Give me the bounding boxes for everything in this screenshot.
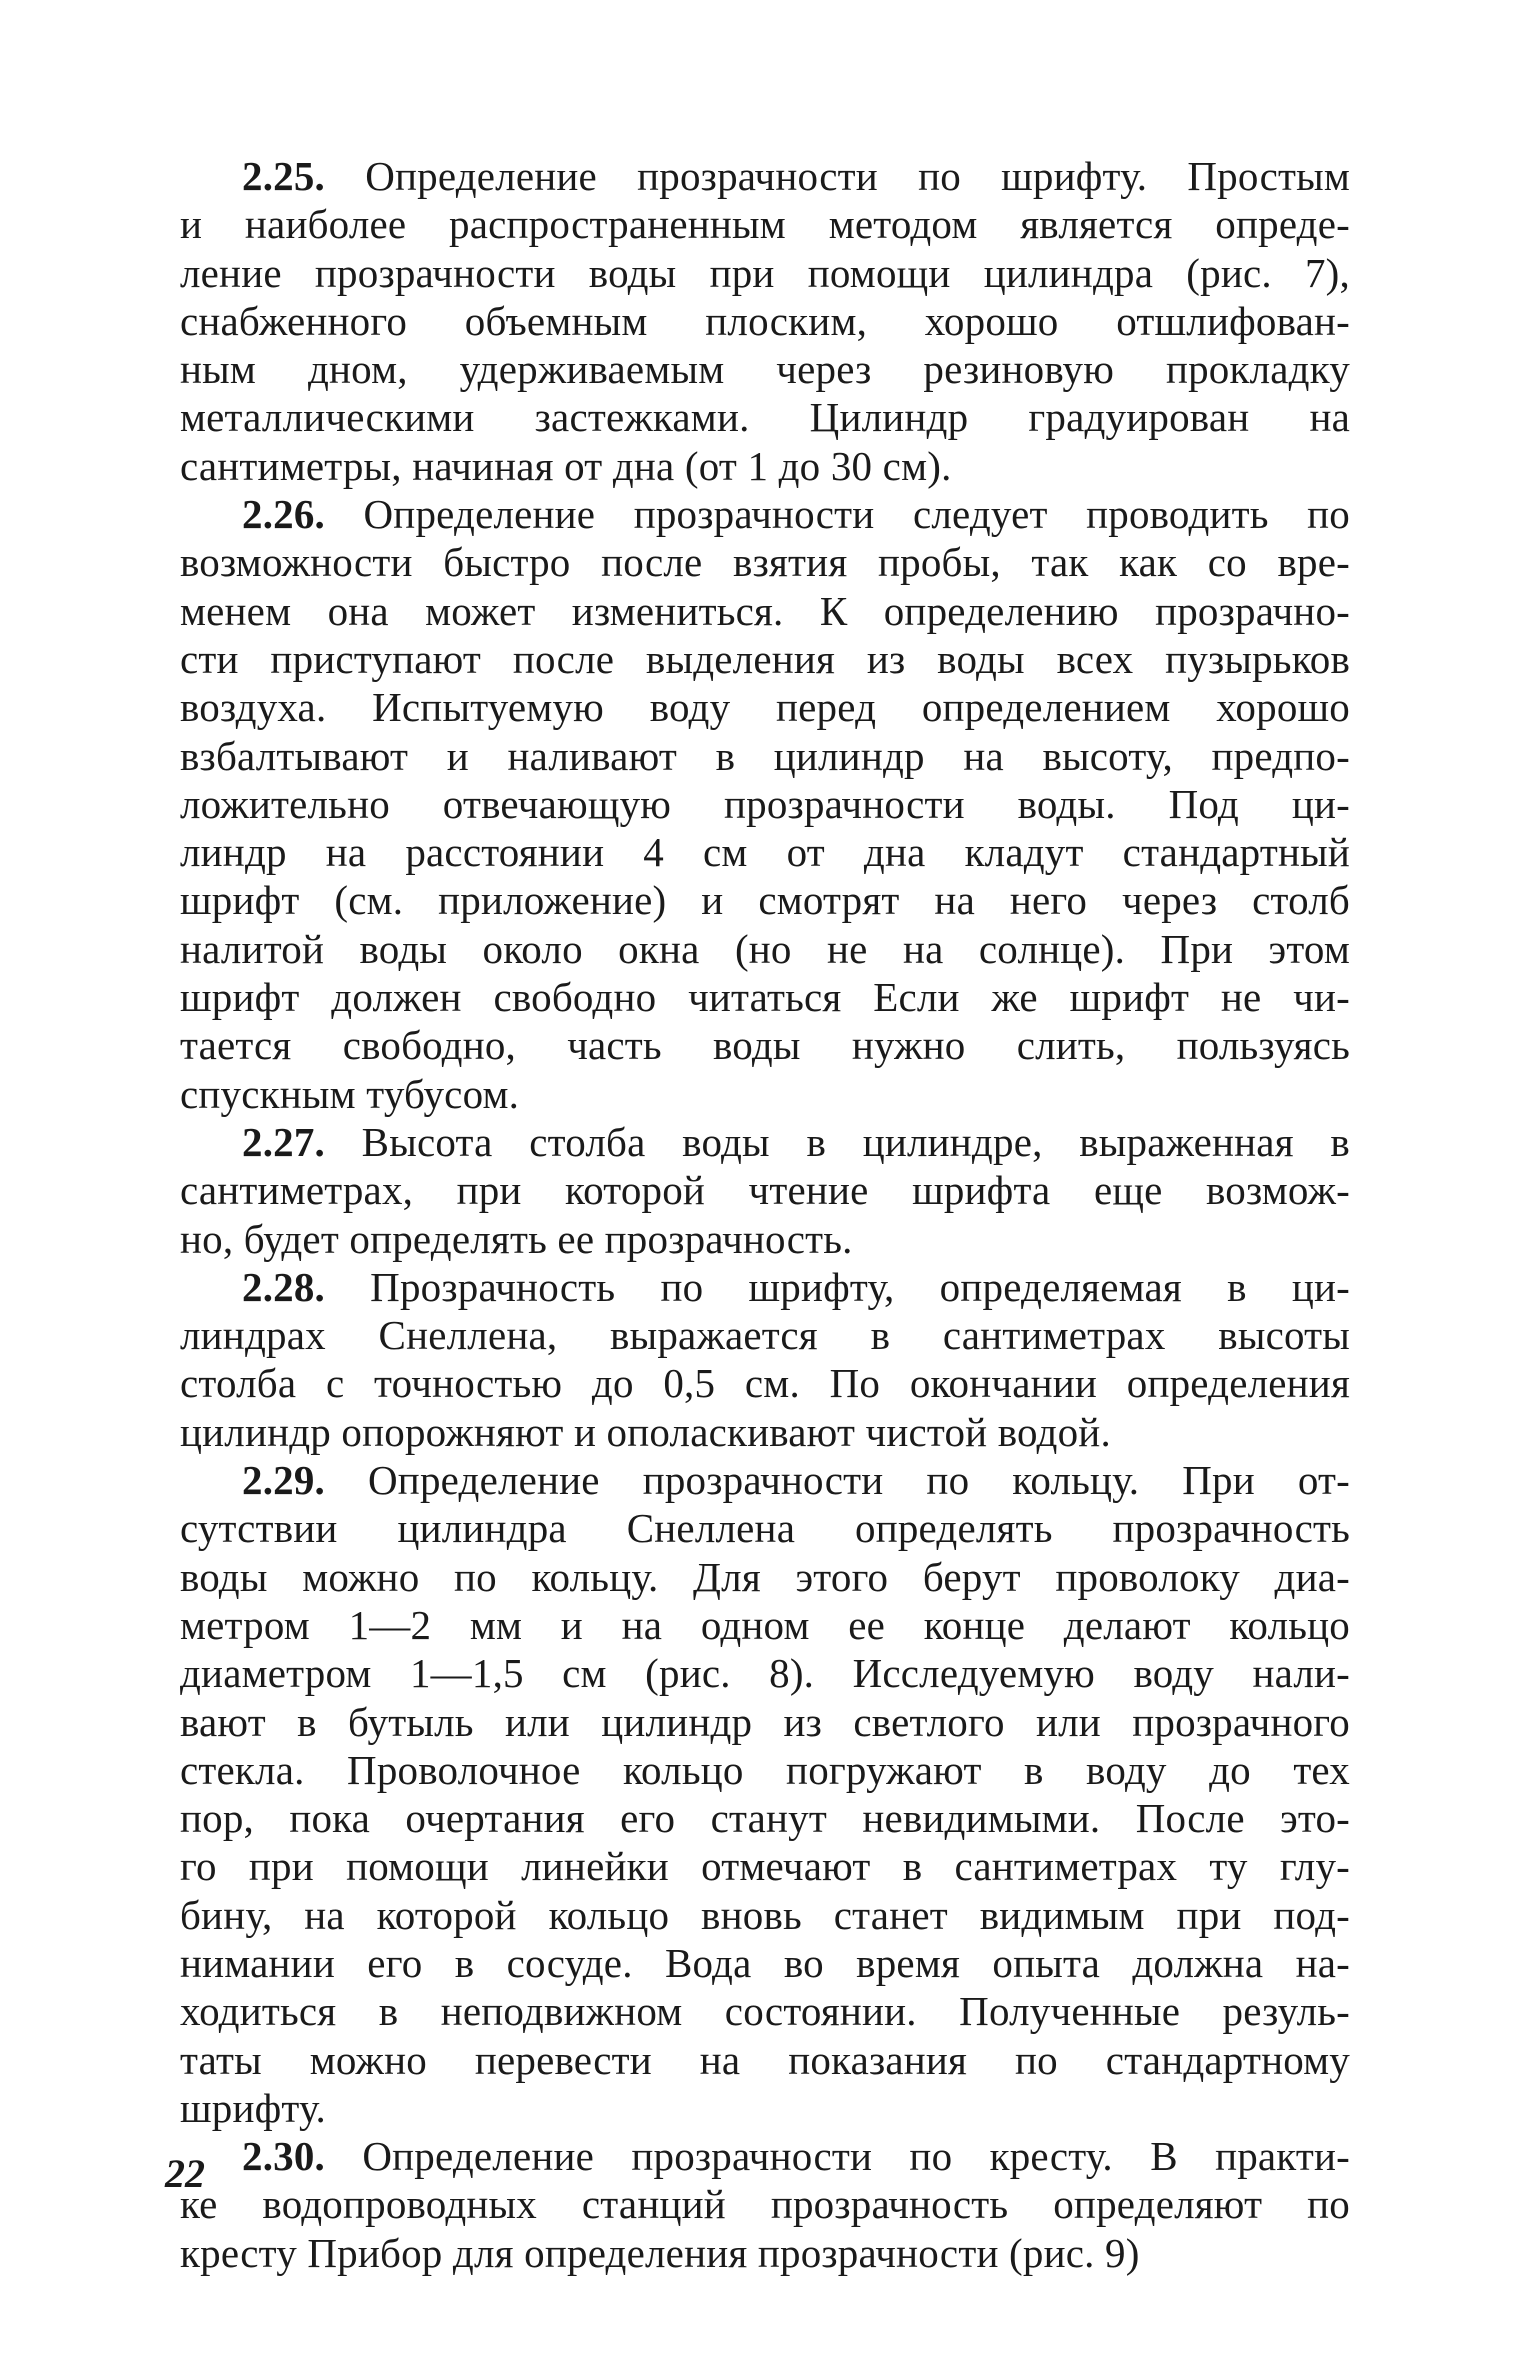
line-text: металлическими застежками. Цилиндр градуирован на [180,394,1350,441]
line-text: ложительно отвечающую прозрачности воды. Под ци- [180,780,1350,827]
line-text: кресту Прибор для определения прозрачности (рис. 9) [180,2229,1140,2276]
text-line [180,925,1350,973]
text-line [180,1891,1350,1939]
text-line [180,2229,1350,2277]
paragraph [180,1263,1350,1456]
line-text: вают в бутыль или цилиндр из светлого или прозрачного [180,1698,1350,1745]
line-text: ходиться в неподвижном состоянии. Полученные резуль- [180,1988,1350,2035]
line-text: столба с точностью до 0,5 см. По окончании определения [180,1360,1350,1407]
line-text: Высота столба воды в цилиндре, выраженная в [325,1118,1350,1165]
text-line [180,1215,1350,1263]
line-text: и наиболее распространенным методом является опреде- [180,201,1350,248]
line-text: линдрах Снеллена, выражается в сантиметрах высоты [180,1312,1350,1359]
text-line [180,1939,1350,1987]
text-line [180,2180,1350,2228]
text-line [180,1456,1350,1504]
line-text: сти приступают после выделения из воды всех пузырьков [180,635,1350,682]
text-line [180,1504,1350,1552]
line-text: бину, на которой кольцо вновь станет видимым при под- [180,1891,1350,1938]
line-text: сантиметрах, при которой чтение шрифта еще возмож- [180,1167,1350,1214]
text-line [180,876,1350,924]
text-line [180,683,1350,731]
line-text: шрифт должен свободно читаться Если же шрифт не чи- [180,974,1350,1021]
text-line [180,1408,1350,1456]
line-text: пор, пока очертания его станут невидимыми. После это- [180,1795,1350,1842]
section-number: 2.29. [242,1457,325,1504]
line-text: таты можно перевести на показания по стандартному [180,2036,1350,2083]
text-line [180,1746,1350,1794]
section-number: 2.30. [242,2133,325,2180]
page-body-text [180,152,1350,2277]
text-line [180,1359,1350,1407]
line-text: го при помощи линейки отмечают в сантиметрах ту глу- [180,1843,1350,1890]
page-number: 22 [165,2151,205,2196]
paragraph [180,1118,1350,1263]
section-number: 2.25. [242,153,325,199]
text-line [180,2036,1350,2084]
text-line [180,1166,1350,1214]
text-line [180,635,1350,683]
line-text: сантиметры, начиная от дна (от 1 до 30 см). [180,442,952,489]
text-line [180,973,1350,1021]
text-line [180,200,1350,248]
text-line [180,587,1350,635]
line-text: цилиндр опорожняют и ополаскивают чистой водой. [180,1408,1111,1455]
line-text: диаметром 1—1,5 см (рис. 8). Исследуемую воду нали- [180,1650,1350,1697]
line-text: спускным тубусом. [180,1070,520,1117]
line-text: тается свободно, часть воды нужно слить, пользуясь [180,1022,1350,1069]
text-line [180,442,1350,490]
line-text: Прозрачность по шрифту, определяемая в ци- [325,1263,1350,1310]
text-line [180,490,1350,538]
text-line [180,780,1350,828]
section-number: 2.28. [242,1263,325,1310]
line-text: менем она может измениться. К определению прозрачно- [180,587,1350,634]
line-text: линдр на расстоянии 4 см от дна кладут стандартный [180,829,1350,876]
line-text: возможности быстро после взятия пробы, так как со вре- [180,539,1350,586]
line-text: взбалтывают и наливают в цилиндр на высоту, предпо- [180,732,1350,779]
line-text: Определение прозрачности следует проводить по [325,491,1350,538]
text-line [180,538,1350,586]
text-line [180,732,1350,780]
line-text: шрифт (см. приложение) и смотрят на него через столб [180,877,1350,924]
text-line [180,1794,1350,1842]
text-line [180,345,1350,393]
line-text: нимании его в сосуде. Вода во время опыта должна на- [180,1939,1350,1986]
paragraph [180,490,1350,1118]
line-text: метром 1—2 мм и на одном ее конце делают кольцо [180,1601,1350,1648]
text-line [180,1649,1350,1697]
paragraph [180,1456,1350,2132]
line-text: Определение прозрачности по кресту. В практи- [325,2133,1350,2180]
line-text: сутствии цилиндра Снеллена определять прозрачность [180,1505,1350,1552]
line-text: ным дном, удерживаемым через резиновую прокладку [180,346,1350,393]
line-text: налитой воды около окна (но не на солнце). При этом [180,925,1350,972]
text-line [180,1987,1350,2035]
section-number: 2.27. [242,1118,325,1165]
line-text: ление прозрачности воды при помощи цилиндра (рис. 7), [180,249,1350,296]
line-text: снабженного объемным плоским, хорошо отшлифован- [180,297,1350,344]
text-line [180,1553,1350,1601]
paragraph [180,2132,1350,2277]
text-line [180,152,1350,200]
text-line [180,1021,1350,1069]
line-text: Определение прозрачности по кольцу. При от- [325,1457,1350,1504]
text-line [180,297,1350,345]
paragraph [180,152,1350,490]
line-text: ке водопроводных станций прозрачность определяют по [180,2181,1350,2228]
text-line [180,1070,1350,1118]
line-text: но, будет определять ее прозрачность. [180,1215,853,1262]
text-line [180,1311,1350,1359]
text-line [180,249,1350,297]
section-number: 2.26. [242,491,325,538]
text-line [180,2132,1350,2180]
line-text: воздуха. Испытуемую воду перед определением хорошо [180,684,1350,731]
text-line [180,1698,1350,1746]
line-text: воды можно по кольцу. Для этого берут проволоку диа- [180,1553,1350,1600]
text-line [180,393,1350,441]
line-text: стекла. Проволочное кольцо погружают в воду до тех [180,1746,1350,1793]
line-text: Определение прозрачности по шрифту. Простым [325,153,1350,199]
text-line [180,1601,1350,1649]
text-line [180,1118,1350,1166]
text-line [180,1263,1350,1311]
line-text: шрифту. [180,2084,327,2131]
text-line [180,2084,1350,2132]
text-line [180,1842,1350,1890]
text-line [180,828,1350,876]
